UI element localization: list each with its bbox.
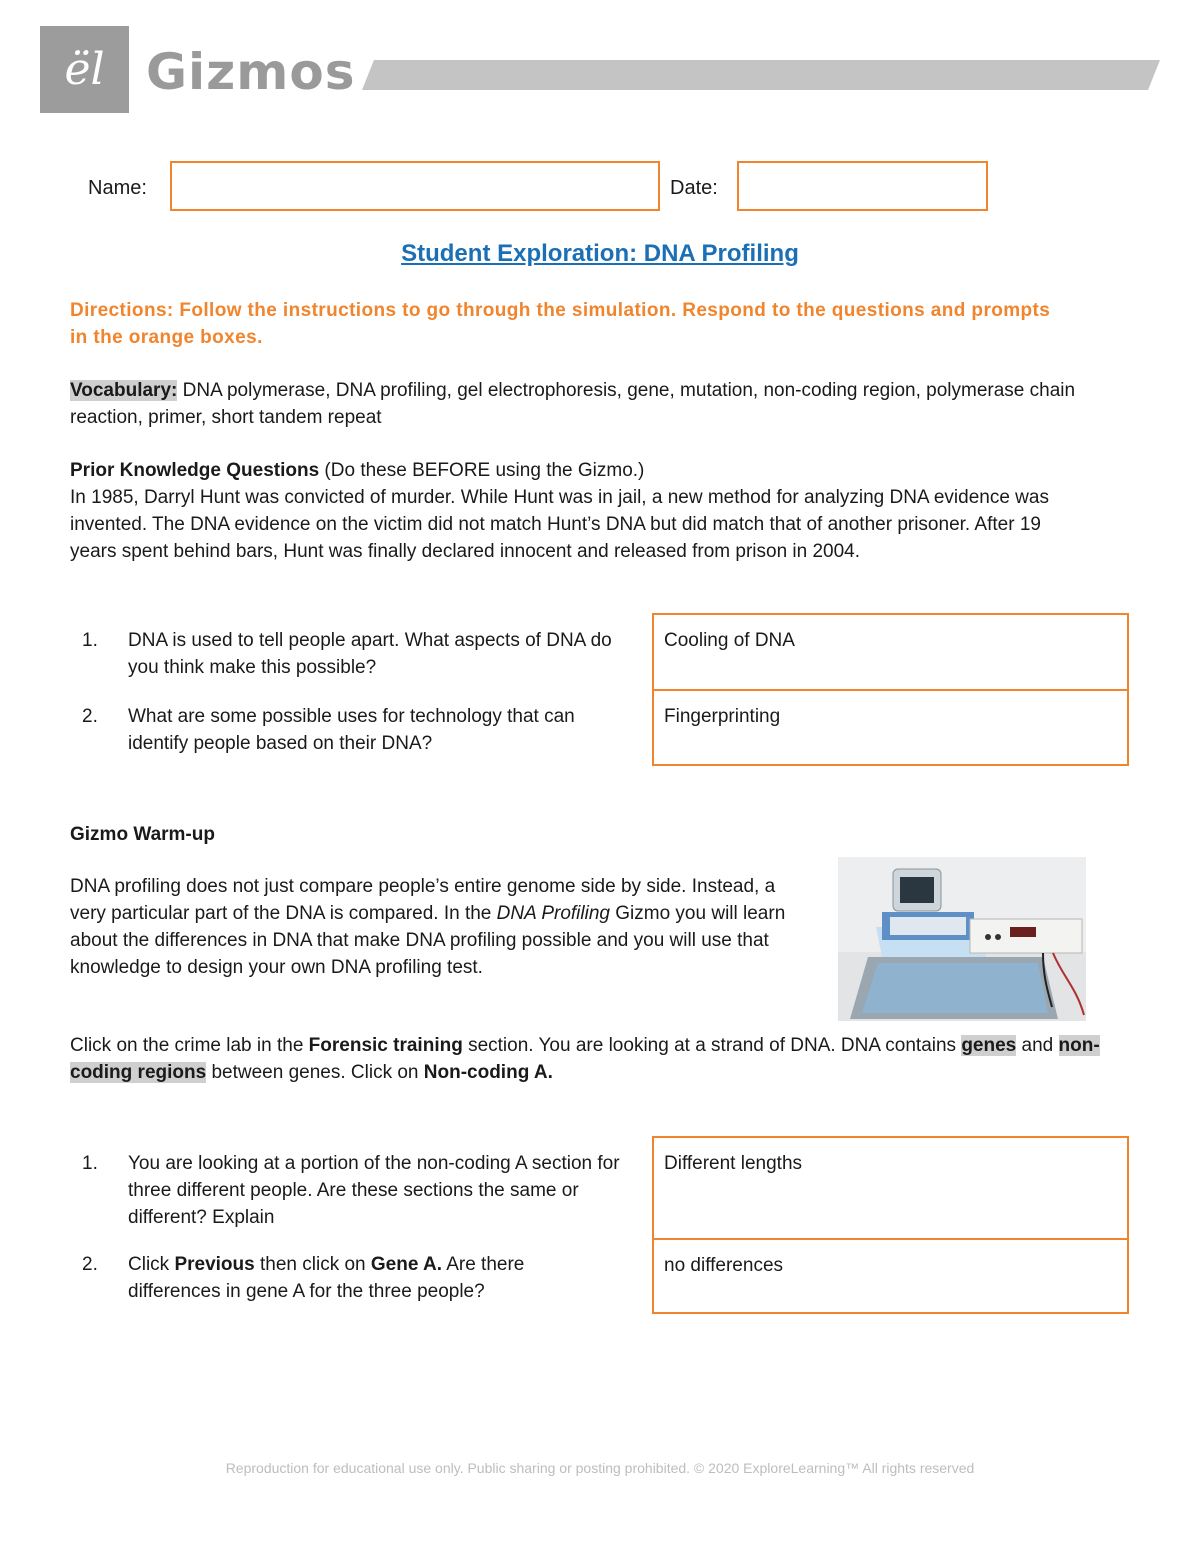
- answer-box[interactable]: Fingerprinting: [664, 706, 781, 727]
- vocabulary-terms: DNA polymerase, DNA profiling, gel electrophoresis, gene, mutation, non-coding region, polymerase chain reaction, primer, short tandem repeat: [70, 380, 1076, 428]
- name-field[interactable]: [170, 161, 660, 211]
- question-text: DNA is used to tell people apart. What aspects of DNA do you think make this possible?: [128, 630, 612, 678]
- question-text: You are looking at a portion of the non-coding A section for three different people. Are these sections the same or different? Explain: [128, 1153, 620, 1228]
- prior-knowledge-intro: In 1985, Darryl Hunt was convicted of murder. While Hunt was in jail, a new method for analyzing DNA evidence was invented. The DNA evidence on the victim did not match Hunt’s DNA but did match that of another prisoner. After 19 years spent behind bars, Hunt was finally declared innocent and released from prison in 2004.: [70, 487, 1049, 562]
- warmup-paragraph: DNA profiling does not just compare people’s entire genome side by side. Instead, a very particular part of the DNA is compared. In the DNA Profiling Gizmo you will learn about the differences in DNA that make DNA profiling possible and you will use that knowledge to design your own DNA profiling test.: [70, 876, 786, 978]
- question-text: What are some possible uses for technology that can identify people based on their DNA?: [128, 706, 575, 754]
- prior-knowledge-heading: Prior Knowledge Questions (Do these BEFORE using the Gizmo.): [70, 460, 645, 481]
- answer-box-table: [652, 1136, 1129, 1314]
- header-bar: [362, 60, 1160, 90]
- answer-box[interactable]: no differences: [664, 1255, 784, 1276]
- warmup-instructions: Click on the crime lab in the Forensic training section. You are looking at a strand of DNA. DNA contains genes and non-coding regions between genes. Click on Non-coding A.: [70, 1035, 1100, 1083]
- gizmos-brand: Gizmos: [146, 43, 356, 101]
- question-number: 1.: [82, 1153, 98, 1174]
- explorelearning-logo: [40, 26, 129, 113]
- question-number: 1.: [82, 630, 98, 651]
- warmup-heading: Gizmo Warm-up: [70, 824, 215, 845]
- directions: Directions: Follow the instructions to go through the simulation. Respond to the questions and prompts in the orange boxes.: [70, 300, 1051, 348]
- question-number: 2.: [82, 706, 98, 727]
- highlight-non-coding-regions: non-coding regions: [70, 1035, 1100, 1083]
- question-text: Click Previous then click on Gene A. Are there differences in gene A for the three people?: [128, 1254, 525, 1302]
- highlight-genes: genes: [961, 1035, 1017, 1056]
- gizmo-screenshot-image: [838, 857, 1086, 1021]
- vocabulary: [70, 377, 1100, 431]
- answer-box[interactable]: Different lengths: [664, 1153, 803, 1174]
- crime-lab-illustration: [838, 857, 1086, 1021]
- date-label: Date:: [670, 177, 718, 199]
- question-number: 2.: [82, 1254, 98, 1275]
- page-title: Student Exploration: DNA Profiling: [401, 240, 799, 267]
- date-field[interactable]: [737, 161, 988, 211]
- copyright-footer: Reproduction for educational use only. Public sharing or posting prohibited. © 2020 ExploreLearning™ All rights reserved: [225, 1460, 975, 1476]
- answer-box-table: [652, 613, 1129, 766]
- vocabulary-label: Vocabulary:: [70, 380, 178, 401]
- name-label: Name:: [88, 177, 147, 199]
- answer-box[interactable]: Cooling of DNA: [664, 630, 795, 651]
- logo-mark: ël: [64, 44, 105, 95]
